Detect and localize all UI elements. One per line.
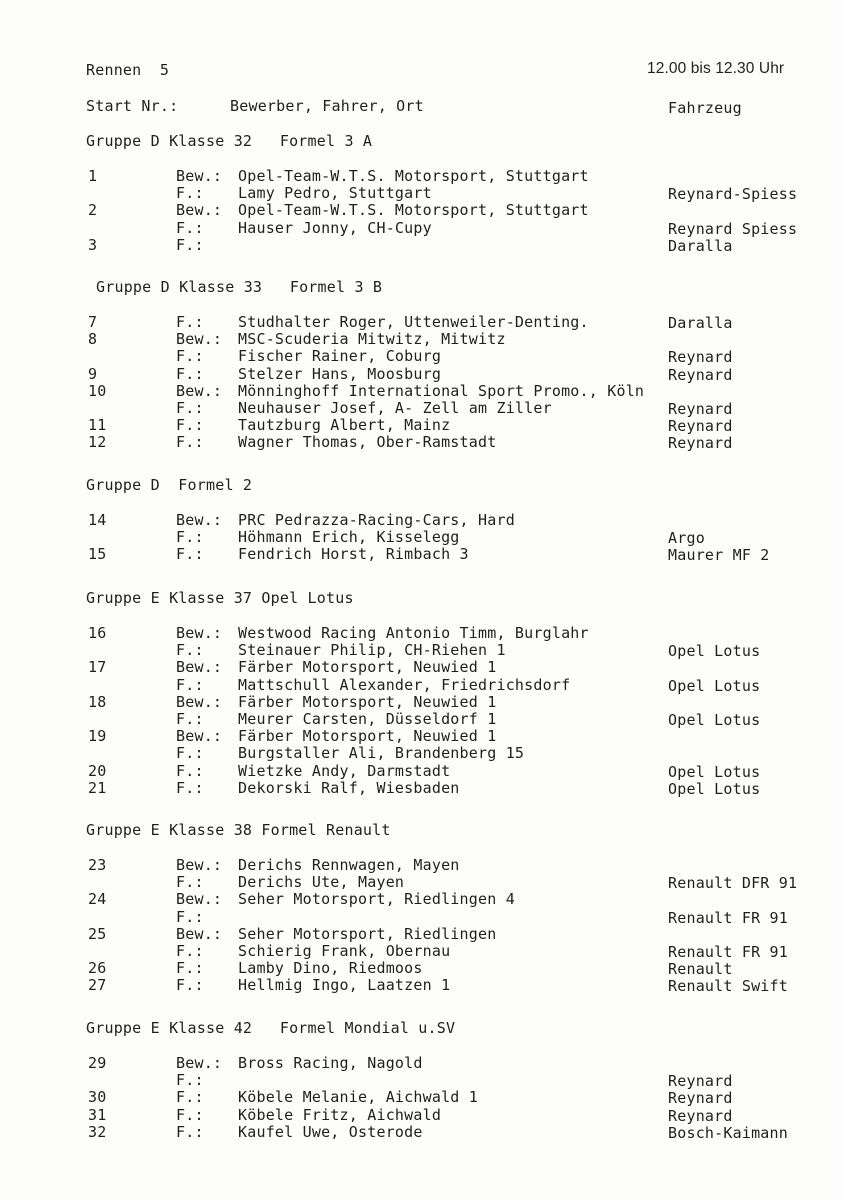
entry-role-label: Bew.: [176,658,223,677]
vehicle-name: Opel Lotus [668,711,761,729]
vehicle-name: Opel Lotus [668,676,761,695]
entry-role-label: F.: [176,976,204,995]
entry-role-label: Bew.: [176,330,223,349]
entry-role-label: F.: [176,347,204,366]
vehicle-name: Reynard [668,434,733,453]
start-number: 26 [88,959,107,978]
entry-name: Färber Motorsport, Neuwied 1 [238,658,497,677]
start-number: 32 [88,1122,107,1141]
entry-name: Köbele Melanie, Aichwald 1 [238,1088,478,1107]
vehicle-name: Reynard [668,1072,733,1091]
entry-role-label: Bew.: [176,692,223,711]
start-number: 31 [88,1105,107,1124]
vehicle-name: Reynard [668,400,733,418]
entry-name: Fendrich Horst, Rimbach 3 [238,545,469,564]
entry-name: Mattschull Alexander, Friedrichsdorf [238,675,571,694]
vehicle-name: Opel Lotus [668,762,761,781]
entry-role-label: F.: [176,942,204,960]
entry-name: Opel-Team-W.T.S. Motorsport, Stuttgart [238,167,589,185]
entry-role-label: Bew.: [176,890,223,909]
vehicle-name: Reynard [668,1089,733,1108]
entry-name: Stelzer Hans, Moosburg [238,364,442,383]
entry-role-label: F.: [176,218,204,237]
vehicle-name: Reynard [668,365,733,384]
vehicle-name: Opel Lotus [668,779,761,798]
entry-role-label: F.: [176,761,204,780]
start-number: 11 [88,416,107,435]
race-title: Rennen 5 [86,61,170,79]
entry-role-label: Bew.: [176,167,223,185]
start-number: 8 [88,330,98,349]
entry-role-label: F.: [176,641,204,660]
vehicle-name: Maurer MF 2 [668,546,770,565]
entry-name: Derichs Rennwagen, Mayen [238,856,460,874]
entry-name: Köbele Fritz, Aichwald [238,1105,442,1124]
start-number: 20 [88,761,107,780]
vehicle-name: Reynard [668,348,733,367]
entry-role-label: F.: [176,675,204,694]
start-number: 3 [88,235,98,254]
entry-role-label: F.: [176,744,204,763]
entry-name: Tautzburg Albert, Mainz [238,416,451,435]
entry-name: Seher Motorsport, Riedlingen [238,924,497,943]
vehicle-name: Reynard [668,417,733,436]
entry-role-label: F.: [176,1122,204,1141]
start-number: 27 [88,976,107,995]
entry-role-label: Bew.: [176,856,223,874]
entry-role-label: F.: [176,364,204,383]
start-number: 9 [88,364,98,383]
vehicle-name: Renault DFR 91 [668,874,798,893]
start-number: 24 [88,890,107,909]
vehicle-name: Daralla [668,314,733,332]
column-header-vehicle: Fahrzeug [668,99,742,117]
entry-name: Lamy Pedro, Stuttgart [238,184,432,203]
entry-name: Burgstaller Ali, Brandenberg 15 [238,744,525,763]
start-number: 10 [88,381,107,400]
entry-name: Steinauer Philip, CH-Riehen 1 [238,641,506,660]
entry-name: Wietzke Andy, Darmstadt [238,761,451,780]
vehicle-name: Opel Lotus [668,642,761,661]
entry-role-label: F.: [176,1088,204,1107]
entry-name: MSC-Scuderia Mitwitz, Mitwitz [238,330,506,349]
column-header-start-number: Start Nr.: [86,97,179,115]
entry-role-label: Bew.: [176,924,223,943]
start-number: 7 [88,313,98,331]
start-number: 19 [88,727,107,746]
start-number: 30 [88,1088,107,1107]
vehicle-name: Daralla [668,236,733,255]
entry-name: Meurer Carsten, Düsseldorf 1 [238,710,497,728]
vehicle-name: Argo [668,529,705,548]
vehicle-name: Bosch-Kaimann [668,1123,788,1142]
start-number: 25 [88,924,107,943]
group-title: Gruppe D Klasse 33 Formel 3 B [96,278,383,296]
entry-name: Opel-Team-W.T.S. Motorsport, Stuttgart [238,201,589,220]
entry-name: Schierig Frank, Obernau [238,942,451,960]
entry-name: Kaufel Uwe, Osterode [238,1122,423,1141]
entry-role-label: Bew.: [176,201,223,220]
race-time: 12.00 bis 12.30 Uhr [647,60,785,77]
entry-name: Seher Motorsport, Riedlingen 4 [238,890,515,909]
entry-role-label: F.: [176,433,204,452]
entry-role-label: F.: [176,710,204,728]
group-title: Gruppe E Klasse 38 Formel Renault [86,821,391,839]
vehicle-name: Renault Swift [668,977,788,996]
entry-role-label: Bew.: [176,624,223,642]
entry-name: Hellmig Ingo, Laatzen 1 [238,976,451,995]
entry-role-label: F.: [176,545,204,564]
start-number: 14 [88,511,107,529]
entry-name: Bross Racing, Nagold [238,1054,423,1072]
entry-name: Hauser Jonny, CH-Cupy [238,218,432,237]
start-number: 29 [88,1054,107,1072]
start-number: 1 [88,167,98,185]
start-number: 16 [88,624,107,642]
start-number: 17 [88,658,107,677]
entry-name: Höhmann Erich, Kisselegg [238,528,460,547]
entry-name: Studhalter Roger, Uttenweiler-Denting. [238,313,589,331]
entry-role-label: F.: [176,184,204,203]
start-number: 18 [88,692,107,711]
start-number: 23 [88,856,107,874]
entry-name: Färber Motorsport, Neuwied 1 [238,692,497,711]
vehicle-name: Renault [668,960,733,979]
start-number: 21 [88,778,107,797]
entry-role-label: F.: [176,399,204,417]
entry-role-label: F.: [176,1071,204,1090]
entry-role-label: F.: [176,778,204,797]
entry-name: Fischer Rainer, Coburg [238,347,442,366]
entry-name: PRC Pedrazza-Racing-Cars, Hard [238,511,515,529]
entry-role-label: F.: [176,1105,204,1124]
entry-role-label: F.: [176,907,204,926]
vehicle-name: Reynard-Spiess [668,185,798,204]
entry-name: Lamby Dino, Riedmoos [238,959,423,978]
entry-role-label: F.: [176,528,204,547]
entry-name: Neuhauser Josef, A- Zell am Ziller [238,399,552,417]
entry-role-label: Bew.: [176,1054,223,1072]
entry-role-label: F.: [176,235,204,254]
start-number: 2 [88,201,98,220]
group-title: Gruppe D Formel 2 [86,476,253,494]
vehicle-name: Reynard Spiess [668,219,798,238]
column-header-entrant: Bewerber, Fahrer, Ort [230,97,424,115]
group-title: Gruppe E Klasse 37 Opel Lotus [86,589,354,607]
entry-role-label: F.: [176,959,204,978]
entry-role-label: F.: [176,313,204,331]
entry-role-label: F.: [176,873,204,892]
entry-name: Wagner Thomas, Ober-Ramstadt [238,433,497,452]
group-title: Gruppe D Klasse 32 Formel 3 A [86,132,373,150]
entry-role-label: Bew.: [176,381,223,400]
vehicle-name: Reynard [668,1106,733,1125]
entry-name: Färber Motorsport, Neuwied 1 [238,727,497,746]
entry-role-label: F.: [176,416,204,435]
start-number: 12 [88,433,107,452]
entry-name: Westwood Racing Antonio Timm, Burglahr [238,624,589,642]
start-number: 15 [88,545,107,564]
entry-role-label: Bew.: [176,511,223,529]
entry-role-label: Bew.: [176,727,223,746]
vehicle-name: Renault FR 91 [668,943,788,961]
group-title: Gruppe E Klasse 42 Formel Mondial u.SV [86,1019,456,1037]
entry-name: Dekorski Ralf, Wiesbaden [238,778,460,797]
vehicle-name: Renault FR 91 [668,908,788,927]
entry-name: Mönninghoff International Sport Promo., Köln [238,381,645,400]
entry-name: Derichs Ute, Mayen [238,873,405,892]
